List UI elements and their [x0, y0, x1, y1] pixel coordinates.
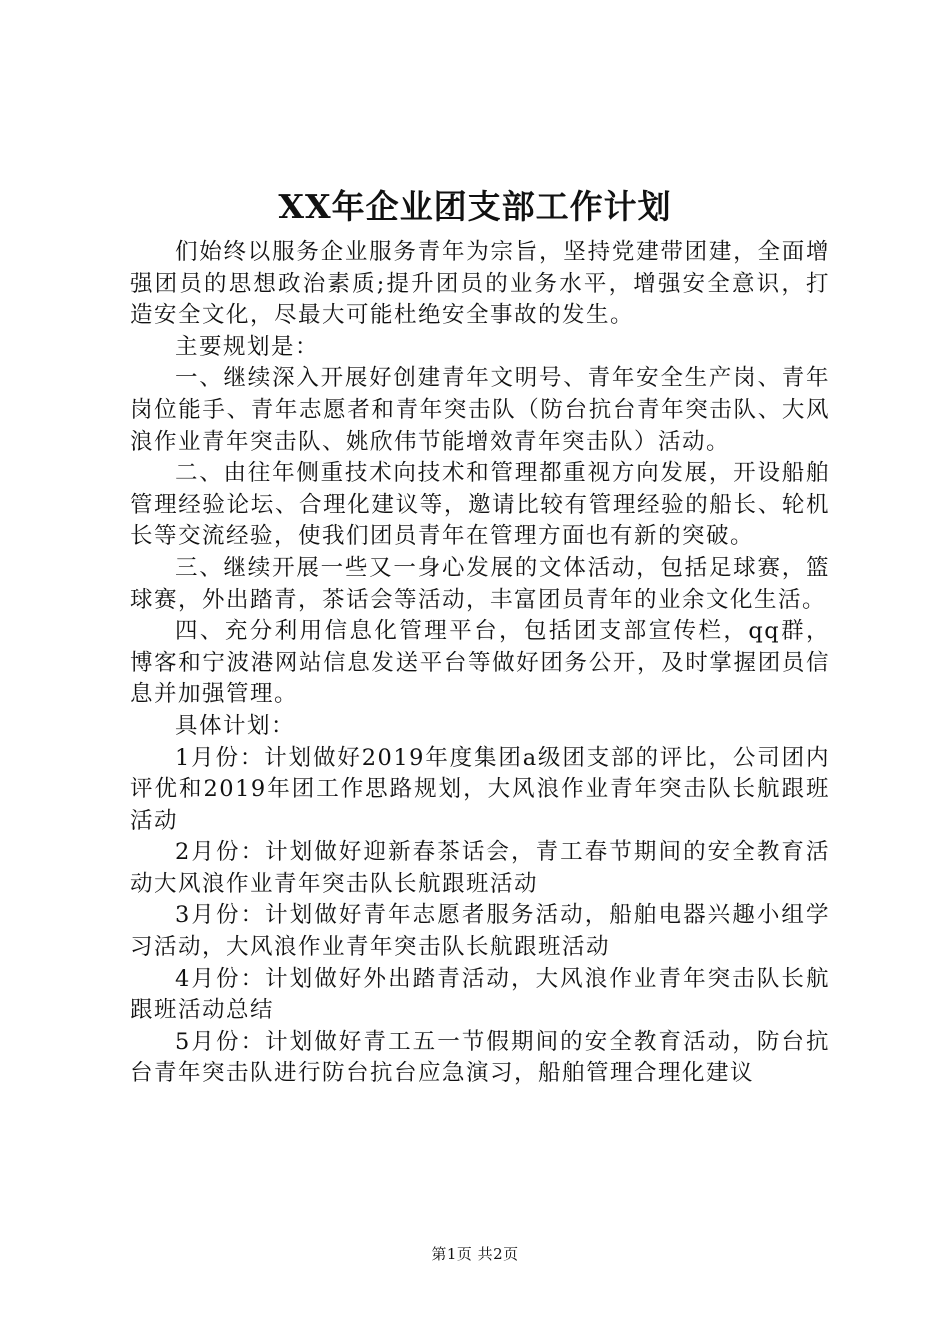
paragraph-month-5: 5月份：计划做好青工五一节假期间的安全教育活动，防台抗台青年突击队进行防台抗台应急演习，船舶管理合理化建议: [130, 1028, 830, 1087]
paragraph-month-4: 4月份：计划做好外出踏青活动，大风浪作业青年突击队长航跟班活动总结: [130, 965, 830, 1024]
paragraph-specific-plan-heading: 具体计划：: [175, 712, 296, 739]
paragraph-plan-item-2: 二、由往年侧重技术向技术和管理都重视方向发展，开设船舶管理经验论坛、合理化建议等，邀请比较有管理经验的船长、轮机长等交流经验，使我们团员青年在管理方面也有新的突破。: [130, 460, 830, 550]
paragraph-plan-item-3: 三、继续开展一些又一身心发展的文体活动，包括足球赛，篮球赛，外出踏青，茶话会等活动，丰富团员青年的业余文化生活。: [130, 554, 830, 613]
page-number-footer: 第1页 共2页: [431, 1245, 519, 1263]
paragraph-main-plan-heading: 主要规划是：: [175, 333, 320, 360]
paragraph-month-1: 1月份：计划做好2019年度集团a级团支部的评比，公司团内评优和2019年团工作思路规划，大风浪作业青年突击队长航跟班活动: [130, 744, 830, 834]
paragraph-plan-item-4: 四、充分利用信息化管理平台，包括团支部宣传栏，qq群，博客和宁波港网站信息发送平台等做好团务公开，及时掌握团员信息并加强管理。: [130, 618, 830, 708]
paragraph-month-2: 2月份：计划做好迎新春茶话会，青工春节期间的安全教育活动大风浪作业青年突击队长航跟班活动: [130, 839, 830, 897]
paragraph-plan-item-1: 一、继续深入开展好创建青年文明号、青年安全生产岗、青年岗位能手、青年志愿者和青年突击队（防台抗台青年突击队、大风浪作业青年突击队、姚欣伟节能增效青年突击队）活动。: [130, 365, 830, 455]
paragraph-month-3: 3月份：计划做好青年志愿者服务活动，船舶电器兴趣小组学习活动，大风浪作业青年突击队长航跟班活动: [130, 902, 830, 961]
document-body: [130, 237, 830, 1090]
paragraph-intro: 们始终以服务企业服务青年为宗旨，坚持党建带团建，全面增强团员的思想政治素质;提升团员的业务水平，增强安全意识，打造安全文化，尽最大可能杜绝安全事故的发生。: [130, 239, 830, 329]
document-title: XX年企业团支部工作计划: [278, 187, 672, 226]
